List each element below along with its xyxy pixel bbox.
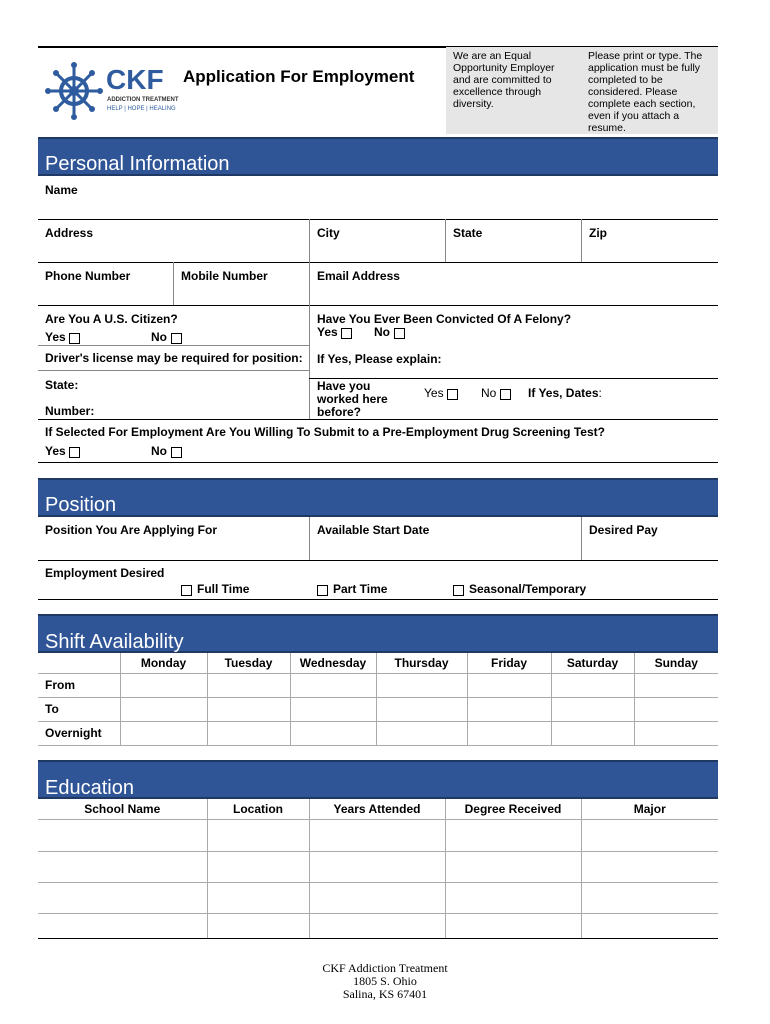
- shift-cell[interactable]: [290, 721, 376, 745]
- name-label: Name: [45, 183, 78, 197]
- divider: [309, 262, 310, 305]
- seasonal-label: Seasonal/Temporary: [469, 582, 587, 596]
- worked-no-checkbox[interactable]: [500, 389, 511, 400]
- worked-dates-colon: :: [598, 386, 602, 400]
- shift-cell[interactable]: [551, 673, 634, 697]
- drivers-license-note: Driver's license may be required for position:: [45, 351, 303, 365]
- position-applying-label: Position You Are Applying For: [45, 523, 218, 537]
- shift-cell[interactable]: [467, 721, 551, 745]
- worked-yes-checkbox[interactable]: [447, 389, 458, 400]
- drug-yes-checkbox[interactable]: [69, 447, 80, 458]
- mobile-label: Mobile Number: [181, 269, 268, 283]
- citizen-no-label: No: [151, 330, 167, 344]
- education-cell[interactable]: [445, 819, 581, 851]
- shift-cell[interactable]: [207, 721, 290, 745]
- citizen-yes-checkbox[interactable]: [69, 333, 80, 344]
- day-header: Thursday: [376, 653, 467, 673]
- education-cell[interactable]: [309, 851, 445, 882]
- footer-street: 1805 S. Ohio: [353, 974, 417, 988]
- section-band-position: [38, 478, 718, 517]
- shift-cell[interactable]: [634, 697, 718, 721]
- felony-no-label: No: [374, 325, 390, 339]
- shift-row-label: To: [38, 697, 120, 721]
- section-title-personal: Personal Information: [45, 153, 230, 175]
- felony-yes-checkbox[interactable]: [341, 328, 352, 339]
- divider: [309, 305, 310, 419]
- rule: [38, 370, 309, 371]
- section-title-education: Education: [45, 777, 134, 799]
- part-time-checkbox[interactable]: [317, 585, 328, 596]
- drug-no-checkbox[interactable]: [171, 447, 182, 458]
- print-note: Please print or type. The application must be fully completed to be considered. Please complete each section, even if you attach a resume.: [588, 50, 703, 134]
- education-cell[interactable]: [38, 882, 207, 913]
- drug-no-label: No: [151, 444, 167, 458]
- email-label: Email Address: [317, 269, 400, 283]
- rule: [38, 345, 309, 346]
- drug-screen-question: If Selected For Employment Are You Willing To Submit to a Pre-Employment Drug Screening Test?: [45, 425, 605, 439]
- education-cell[interactable]: [309, 882, 445, 913]
- shift-cell[interactable]: [290, 697, 376, 721]
- phone-label: Phone Number: [45, 269, 131, 283]
- citizen-question: Are You A U.S. Citizen?: [45, 312, 178, 326]
- shift-cell[interactable]: [551, 697, 634, 721]
- education-col-header: School Name: [38, 799, 207, 819]
- education-cell[interactable]: [38, 819, 207, 851]
- shift-cell[interactable]: [120, 673, 207, 697]
- divider: [309, 219, 310, 262]
- ckf-logo: [44, 60, 179, 122]
- rule: [309, 378, 718, 379]
- education-col-header: Location: [207, 799, 309, 819]
- shift-cell[interactable]: [634, 673, 718, 697]
- shift-cell[interactable]: [634, 721, 718, 745]
- worked-no-label: No: [481, 386, 497, 400]
- seasonal-checkbox[interactable]: [453, 585, 464, 596]
- shift-corner: [38, 653, 120, 673]
- rule: [38, 599, 718, 600]
- shift-cell[interactable]: [207, 673, 290, 697]
- felony-question: Have You Ever Been Convicted Of A Felony?: [317, 312, 572, 326]
- citizen-no-checkbox[interactable]: [171, 333, 182, 344]
- education-col-header: Major: [581, 799, 718, 819]
- full-time-checkbox[interactable]: [181, 585, 192, 596]
- shift-cell[interactable]: [207, 697, 290, 721]
- rule: [38, 219, 718, 220]
- education-cell[interactable]: [207, 913, 309, 938]
- shift-cell[interactable]: [467, 697, 551, 721]
- education-cell[interactable]: [309, 913, 445, 938]
- name-field[interactable]: [38, 180, 718, 218]
- education-cell[interactable]: [445, 851, 581, 882]
- rule: [38, 419, 718, 420]
- felony-no-checkbox[interactable]: [394, 328, 405, 339]
- divider: [309, 517, 310, 560]
- logo-tagline: HELP | HOPE | HEALING: [107, 106, 176, 112]
- part-time-label: Part Time: [333, 582, 388, 596]
- education-cell[interactable]: [445, 882, 581, 913]
- divider: [581, 517, 582, 560]
- worked-dates-label: [528, 386, 602, 400]
- section-band-shift: [38, 614, 718, 653]
- section-title-position: Position: [45, 494, 117, 516]
- education-col-header: Years Attended: [309, 799, 445, 819]
- rule: [38, 462, 718, 463]
- dl-number-label: Number:: [45, 404, 95, 418]
- citizen-yes-label: Yes: [45, 330, 66, 344]
- worked-here-question: Have you worked here before?: [317, 379, 388, 419]
- education-cell[interactable]: [581, 851, 718, 882]
- full-time-label: Full Time: [197, 582, 250, 596]
- desired-pay-label: Desired Pay: [589, 523, 658, 537]
- drug-yes-label: Yes: [45, 444, 66, 458]
- education-cell[interactable]: [38, 913, 207, 938]
- section-band-education: [38, 760, 718, 799]
- felony-explain-field[interactable]: [450, 348, 718, 376]
- day-header: Tuesday: [207, 653, 290, 673]
- section-band-personal: [38, 137, 718, 176]
- education-cell[interactable]: [309, 819, 445, 851]
- logo-text: CKF: [106, 64, 164, 95]
- felony-yes-label: Yes: [317, 325, 338, 339]
- shift-cell[interactable]: [376, 673, 467, 697]
- shift-table: [38, 653, 718, 746]
- shift-cell[interactable]: [467, 673, 551, 697]
- section-title-shift: Shift Availability: [45, 631, 184, 653]
- rule: [38, 262, 718, 263]
- start-date-label: Available Start Date: [317, 523, 430, 537]
- shift-row-label: Overnight: [38, 721, 120, 745]
- shift-cell[interactable]: [290, 673, 376, 697]
- divider: [173, 262, 174, 305]
- shift-cell[interactable]: [376, 721, 467, 745]
- footer-org: CKF Addiction Treatment: [322, 961, 448, 975]
- education-cell[interactable]: [581, 819, 718, 851]
- address-label: Address: [45, 226, 94, 240]
- rule: [38, 305, 718, 306]
- day-header: Monday: [120, 653, 207, 673]
- state-label: State: [453, 226, 483, 240]
- felony-explain-label: If Yes, Please explain:: [317, 352, 442, 366]
- shift-cell[interactable]: [551, 721, 634, 745]
- education-cell[interactable]: [207, 851, 309, 882]
- shift-cell[interactable]: [120, 721, 207, 745]
- footer-city: Salina, KS 67401: [342, 987, 428, 1001]
- day-header: Sunday: [634, 653, 718, 673]
- employment-desired-label: Employment Desired: [45, 566, 165, 580]
- shift-cell[interactable]: [120, 697, 207, 721]
- education-col-header: Degree Received: [445, 799, 581, 819]
- divider: [581, 219, 582, 262]
- zip-label: Zip: [589, 226, 607, 240]
- education-cell[interactable]: [207, 882, 309, 913]
- day-header: Wednesday: [290, 653, 376, 673]
- divider: [445, 219, 446, 262]
- education-cell[interactable]: [38, 851, 207, 882]
- education-cell[interactable]: [581, 882, 718, 913]
- education-cell[interactable]: [207, 819, 309, 851]
- worked-dates-text: If Yes, Dates: [528, 386, 599, 400]
- education-table: [38, 799, 718, 939]
- education-cell[interactable]: [445, 913, 581, 938]
- day-header: Friday: [467, 653, 551, 673]
- day-header: Saturday: [551, 653, 634, 673]
- logo-subtitle: ADDICTION TREATMENT: [107, 97, 179, 103]
- page-title: Application For Employment: [183, 67, 415, 86]
- education-cell[interactable]: [581, 913, 718, 938]
- rule: [38, 560, 718, 561]
- worked-yes-label: Yes: [424, 386, 444, 400]
- shift-cell[interactable]: [376, 697, 467, 721]
- ckf-wheel-icon: [44, 60, 104, 122]
- city-label: City: [317, 226, 340, 240]
- shift-row-label: From: [38, 673, 120, 697]
- eoe-note: We are an Equal Opportunity Employer and are committed to excellence through diversity.: [453, 50, 555, 110]
- dl-state-label: State:: [45, 378, 79, 392]
